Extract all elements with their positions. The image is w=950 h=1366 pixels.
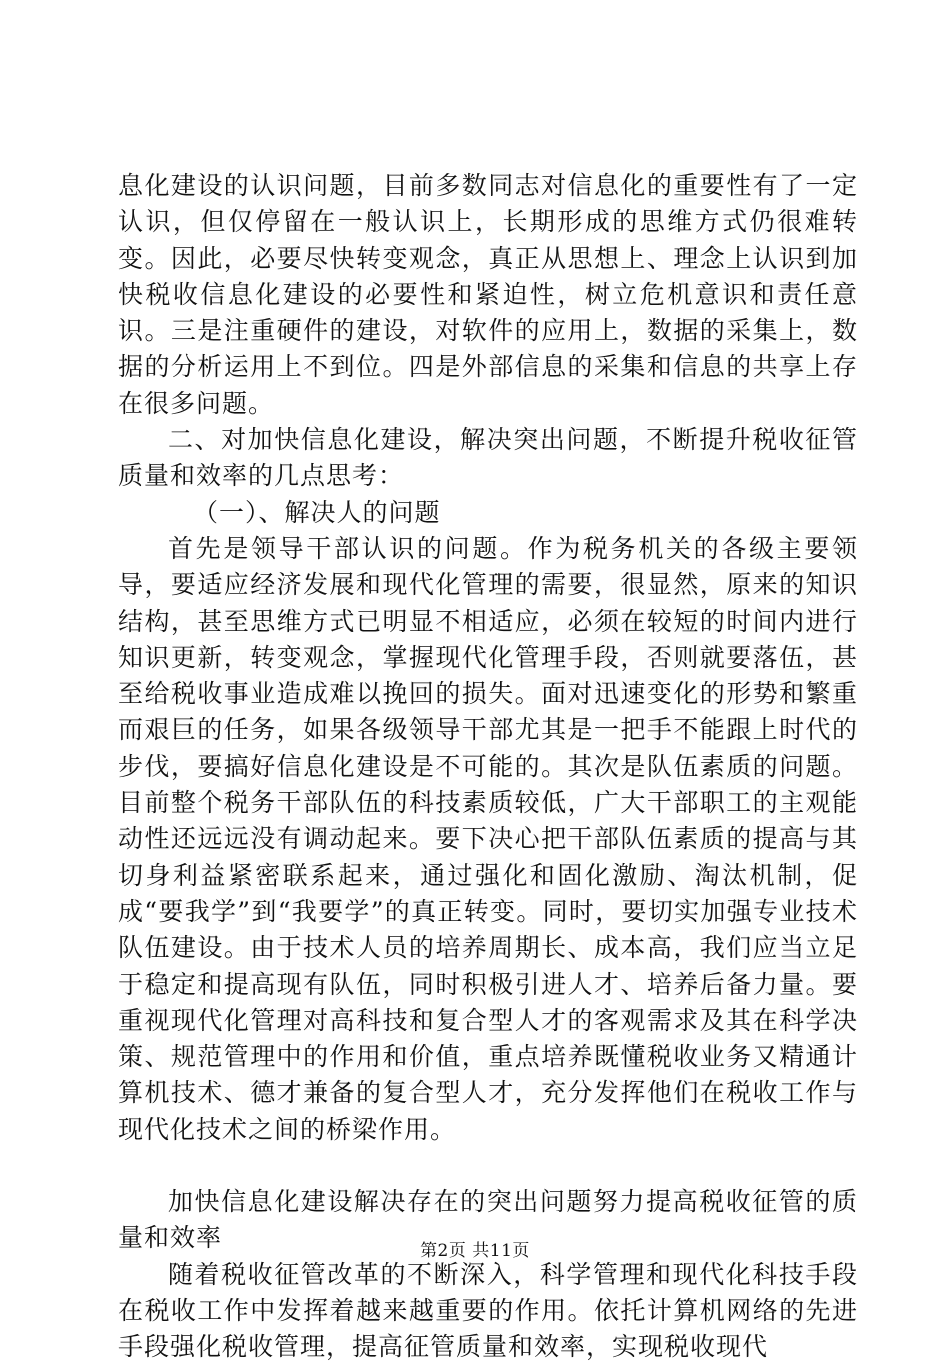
page-number-footer: 第2页 共11页 [420, 1241, 530, 1261]
body-paragraph-1: 息化建设的认识问题，目前多数同志对信息化的重要性有了一定认识，但仅停留在一般认识上，长期形成的思维方式仍很难转变。因此，必要尽快转变观念，真正从思想上、理念上认识到加快税收信息化建设的必要性和紧迫性，树立危机意识和责任意识。三是注重硬件的建设，对软件的应用上，数据的采集上，数据的分析运用上不到位。四是外部信息的采集和信息的共享上存在很多问题。 [118, 171, 858, 418]
body-paragraph-3: 随着税收征管改革的不断深入，科学管理和现代化科技手段在税收工作中发挥着越来越重要的作用。依托计算机网络的先进手段强化税收管理，提高征管质量和效率，实现税收现代 [118, 1259, 858, 1362]
document-body [118, 168, 858, 1366]
section-heading-2: 二、对加快信息化建设，解决突出问题，不断提升税收征管质量和效率的几点思考： [118, 425, 858, 491]
body-paragraph-2: 首先是领导干部认识的问题。作为税务机关的各级主要领导，要适应经济发展和现代化管理的需要，很显然，原来的知识结构，甚至思维方式已明显不相适应，必须在较短的时间内进行知识更新，转变观念，掌握现代化管理手段，否则就要落伍，甚至给税收事业造成难以挽回的损失。面对迅速变化的形势和繁重而艰巨的任务，如果各级领导干部尤其是一把手不能跟上时代的步伐，要搞好信息化建设是不可能的。其次是队伍素质的问题。目前整个税务干部队伍的科技素质较低，广大干部职工的主观能动性还远远没有调动起来。要下决心把干部队伍素质的提高与其切身利益紧密联系起来，通过强化和固化激励、淘汰机制，促成“要我学”到“我要学”的真正转变。同时，要切实加强专业技术队伍建设。由于技术人员的培养周期长、成本高，我们应当立足于稳定和提高现有队伍，同时积极引进人才、培养后备力量。要重视现代化管理对高科技和复合型人才的客观需求及其在科学决策、规范管理中的作用和价值，重点培养既懂税收业务又精通计算机技术、德才兼备的复合型人才，充分发挥他们在税收工作与现代化技术之间的桥梁作用。 [118, 533, 858, 1144]
article-title: 加快信息化建设解决存在的突出问题努力提高税收征管的质量和效率 [118, 1187, 858, 1253]
paragraph-spacer [118, 1148, 858, 1184]
subsection-heading-1: （一）、解决人的问题 [193, 497, 441, 527]
